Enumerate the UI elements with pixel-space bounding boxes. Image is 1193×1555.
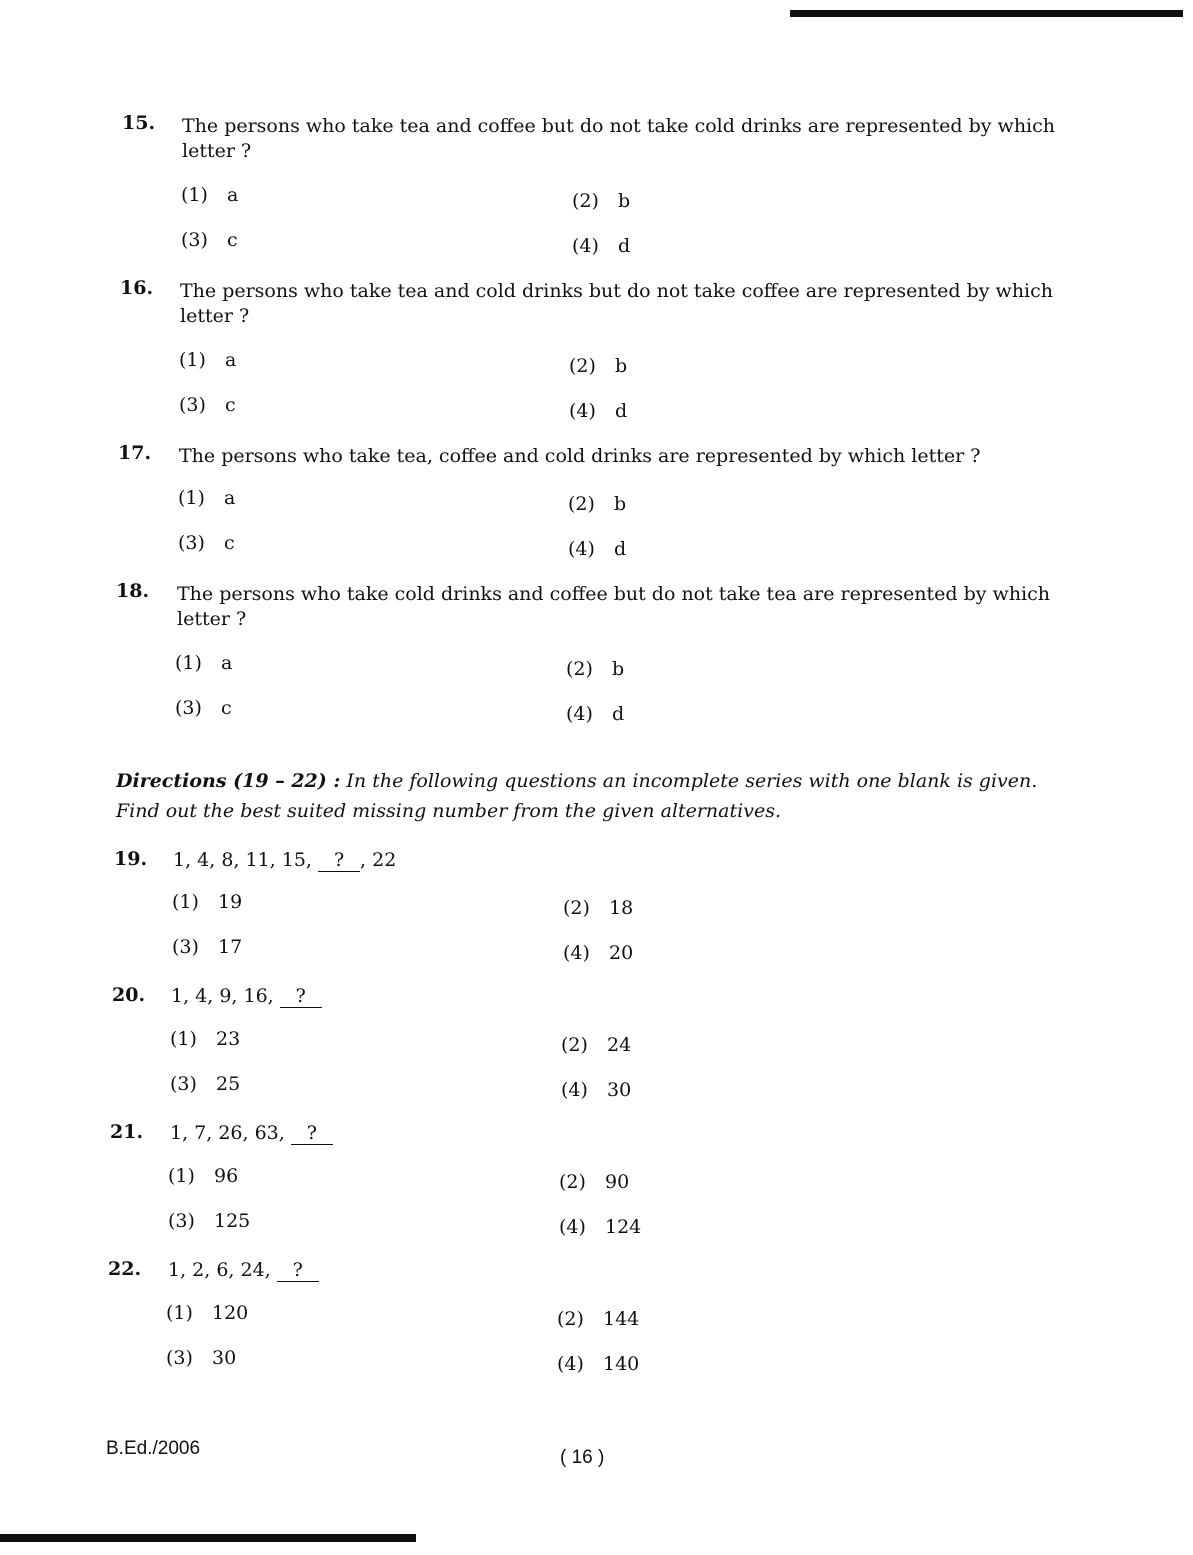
option-4: (4) d (569, 400, 628, 422)
question-text: The persons who take cold drinks and coffee but do not take tea are represented by which letter ? (177, 583, 1051, 630)
directions-heading: Directions (19 – 22) : (116, 770, 341, 792)
option-4: (4) d (572, 235, 631, 257)
question-number: 17. (118, 442, 152, 464)
directions-block (116, 766, 1076, 826)
series-text: 1, 7, 26, 63, ? (170, 1121, 333, 1146)
option-3: (3) 30 (166, 1347, 237, 1369)
top-rule (790, 10, 1183, 17)
series-blank: ? (277, 1259, 319, 1282)
exam-code: B.Ed./2006 (106, 1438, 201, 1459)
option-1: (1) a (181, 184, 239, 206)
option-2: (2) 24 (561, 1034, 632, 1056)
question-number: 18. (116, 580, 150, 602)
option-1: (1) 120 (166, 1302, 249, 1324)
option-3: (3) c (181, 229, 238, 251)
question-text: The persons who take tea, coffee and cold drinks are represented by which letter ? (179, 445, 981, 467)
option-3: (3) 25 (170, 1073, 241, 1095)
option-3: (3) c (178, 532, 235, 554)
option-1: (1) 96 (168, 1165, 239, 1187)
option-1: (1) a (175, 652, 233, 674)
option-4: (4) 124 (559, 1216, 642, 1238)
option-2: (2) 144 (557, 1308, 640, 1330)
option-3: (3) 17 (172, 936, 243, 958)
option-1: (1) a (179, 349, 237, 371)
option-4: (4) d (566, 703, 625, 725)
series-text: 1, 4, 9, 16, ? (171, 984, 322, 1009)
option-2: (2) 90 (559, 1171, 630, 1193)
option-2: (2) b (566, 658, 625, 680)
option-3: (3) c (179, 394, 236, 416)
option-2: (2) b (569, 355, 628, 377)
series-blank: ? (291, 1122, 333, 1145)
option-3: (3) c (175, 697, 232, 719)
directions-text: In the following questions an incomplete series with one blank is given. Find out the best suited missing number from the given alternatives. (116, 770, 1038, 822)
option-2: (2) b (568, 493, 627, 515)
series-blank: ? (318, 849, 360, 872)
question-number: 22. (108, 1258, 142, 1280)
question-number: 21. (110, 1121, 144, 1143)
option-2: (2) b (572, 190, 631, 212)
series-text: 1, 4, 8, 11, 15, ? , 22 (173, 849, 397, 871)
option-1: (1) 23 (170, 1028, 241, 1050)
question-text: The persons who take tea and coffee but do not take cold drinks are represented by which letter ? (182, 115, 1056, 162)
page-number: ( 16 ) (560, 1447, 605, 1468)
series-blank: ? (280, 985, 322, 1008)
option-4: (4) 140 (557, 1353, 640, 1375)
option-3: (3) 125 (168, 1210, 251, 1232)
option-4: (4) 30 (561, 1079, 632, 1101)
question-number: 16. (120, 277, 154, 299)
option-4: (4) 20 (563, 942, 634, 964)
question-number: 20. (112, 984, 146, 1006)
question-text: The persons who take tea and cold drinks but do not take coffee are represented by which letter ? (180, 280, 1054, 327)
bottom-rule (0, 1534, 416, 1542)
question-number: 15. (122, 112, 156, 134)
option-1: (1) a (178, 487, 236, 509)
option-1: (1) 19 (172, 891, 243, 913)
option-4: (4) d (568, 538, 627, 560)
option-2: (2) 18 (563, 897, 634, 919)
question-number: 19. (114, 848, 148, 870)
series-text: 1, 2, 6, 24, ? (168, 1258, 319, 1283)
